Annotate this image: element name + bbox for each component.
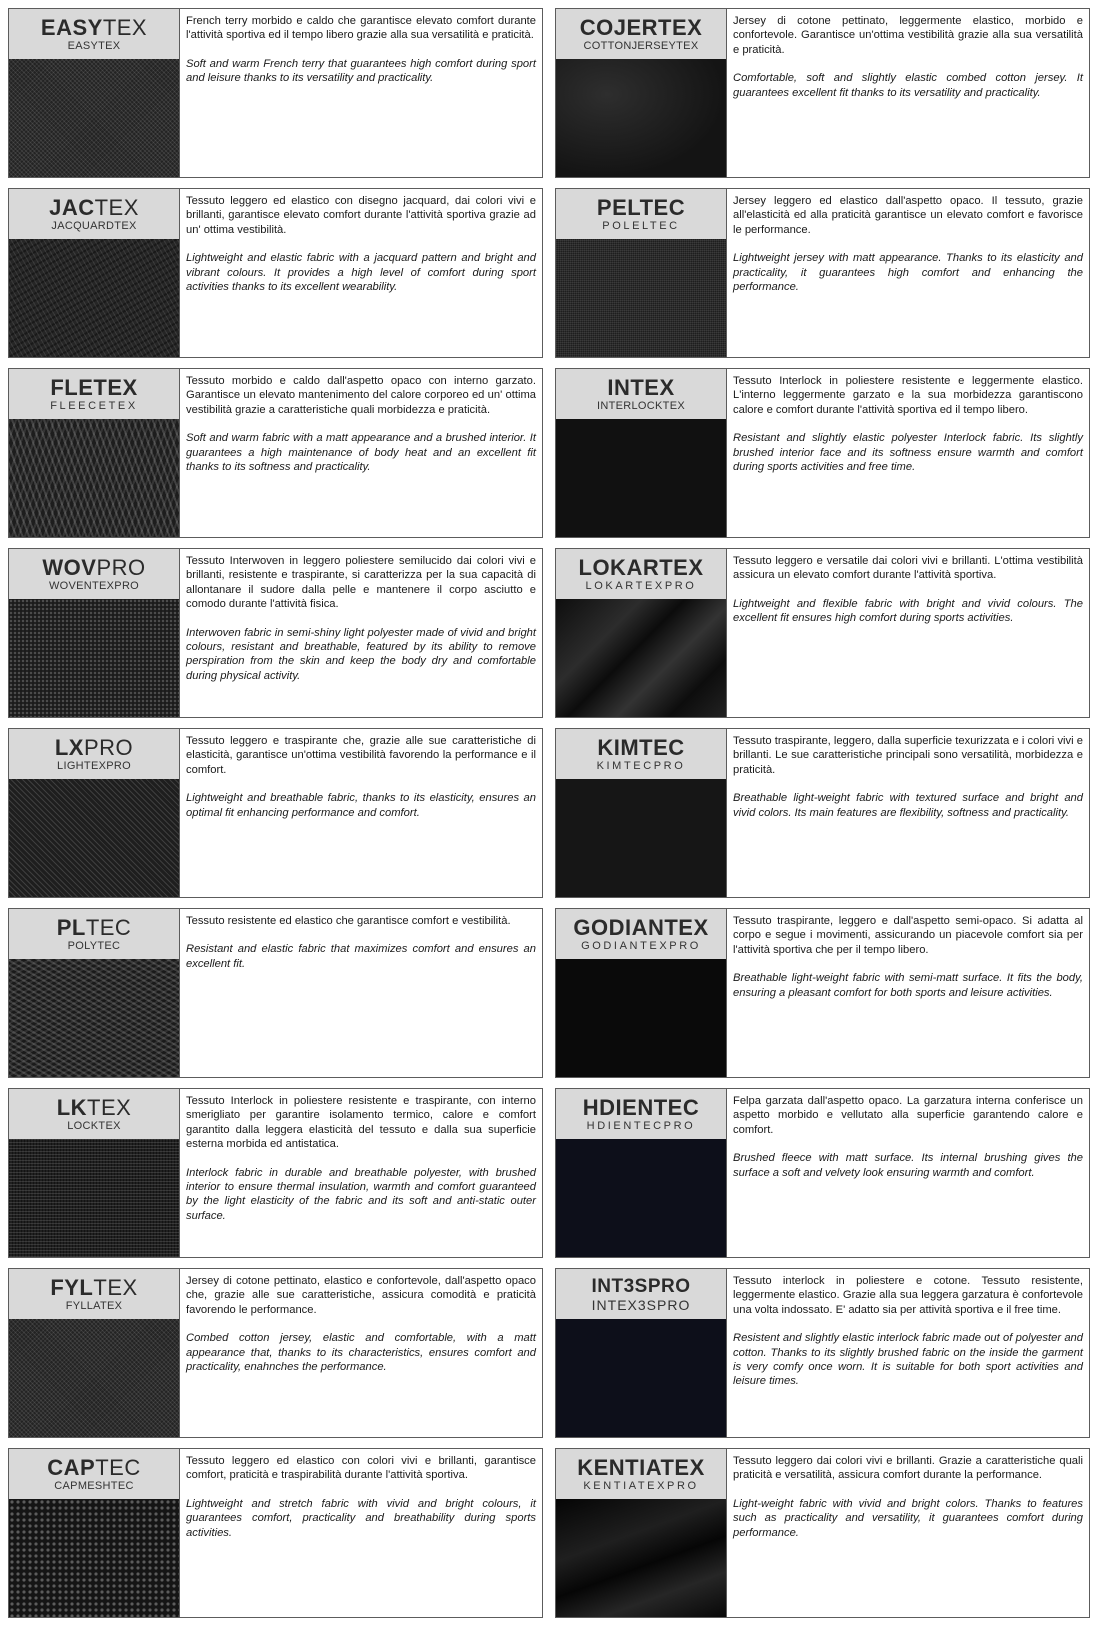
brand-label [556, 1449, 726, 1499]
fabric-description [727, 1269, 1089, 1437]
fabric-visual [9, 549, 180, 717]
brand-title [40, 14, 148, 40]
brand-title [50, 374, 138, 400]
description-english: Interwoven fabric in semi-shiny light polyester made of vivid and bright colours, resistant and breathable, featured by its ability to remove perspiration from the skin and keep the body dry and comfortable during physical activity. [186, 626, 536, 682]
brand-title-light: TEC [85, 914, 132, 940]
fabric-card-lokartex [555, 548, 1090, 718]
brand-subtitle: INTERLOCKTEX [597, 399, 685, 412]
description-english: Brushed fleece with matt surface. Its internal brushing gives the surface a soft and velvety look ensuring warmth and comfort. [733, 1152, 1083, 1179]
fabric-swatch-image [556, 59, 726, 177]
brand-title-bold: COJERTEX [579, 14, 703, 40]
brand-label [556, 189, 726, 239]
brand-title [591, 1277, 690, 1296]
description-english: Lightweight and stretch fabric with vivid and bright colours, it guarantees comfort, practicality and breathability during sports activities. [186, 1497, 536, 1539]
description-italian: Tessuto leggero ed elastico con colori vivi e brillanti, garantisce comfort, praticità e traspirabilità durante l'attività sportiva. [186, 1455, 536, 1482]
description-italian: Jersey leggero ed elastico dall'aspetto opaco. Il tessuto, grazie all'elasticità ed alla praticità garantisce un elevato comfort e favorisce le performance. [733, 195, 1083, 236]
brand-subtitle: JACQUARDTEX [51, 219, 137, 232]
brand-subtitle: FYLLATEX [65, 1299, 123, 1312]
fabric-description [180, 1269, 542, 1437]
brand-subtitle: WOVENTEXPRO [48, 579, 140, 592]
brand-title-bold: LX [54, 734, 84, 760]
fabric-visual [556, 1449, 727, 1617]
brand-title-light: TEX [93, 1274, 138, 1300]
brand-subtitle: LOCKTEX [67, 1119, 121, 1132]
fabric-card-wovpro [8, 548, 543, 718]
description-italian: Tessuto Interwoven in leggero poliestere semilucido dai colori vivi e brillanti, resistente e traspirante, si caratterizza per la sua capacità di allontanare il sudore dalla pelle e mantenere il corpo asciutto e comodo durante l'attività fisica. [186, 555, 536, 611]
brand-label [9, 549, 179, 599]
fabric-visual [9, 369, 180, 537]
fabric-visual [556, 729, 727, 897]
brand-label [9, 1449, 179, 1499]
brand-title [50, 1274, 138, 1300]
description-italian: Tessuto resistente ed elastico che garantisce comfort e vestibilità. [186, 915, 511, 927]
brand-subtitle: COTTONJERSEYTEX [583, 39, 699, 52]
brand-subtitle: CAPMESHTEC [54, 1479, 134, 1492]
brand-title-bold: LK [56, 1094, 88, 1120]
brand-title [582, 1094, 700, 1120]
description-english: Lightweight and elastic fabric with a jacquard pattern and bright and vibrant colours. It provides a high level of comfort during sport activities thanks to its excellent wearability. [186, 252, 536, 294]
fabric-visual [9, 189, 180, 357]
brand-title [596, 194, 686, 220]
description-italian: Tessuto Interlock in poliestere resistente e traspirante, con interno smerigliato per garantire isolamento termico, calore e comfort garantito dalla leggera elasticità del tessuto e dalla sua superficie esterna morbida ed antistatica. [186, 1095, 536, 1151]
fabric-visual [556, 909, 727, 1077]
brand-title-bold: INTEX [607, 374, 675, 400]
brand-label [9, 369, 179, 419]
fabric-card-fletex [8, 368, 543, 538]
fabric-card-fyltex [8, 1268, 543, 1438]
fabric-description [727, 1089, 1089, 1257]
brand-title-light: TEX [94, 194, 139, 220]
fabric-description [180, 189, 542, 357]
fabric-visual [9, 909, 180, 1077]
description-english: Interlock fabric in durable and breathable polyester, with brushed interior to ensure thermal insulation, warmth and comfort guaranteed by the light elasticity of the fabric and its soft and anti-static outer surface. [186, 1166, 536, 1222]
brand-title-bold: EASY [40, 14, 103, 40]
fabric-visual [9, 1089, 180, 1257]
brand-title-bold: GODIANTEX [573, 914, 709, 940]
brand-title [577, 1454, 705, 1480]
brand-subtitle: FLEECETEX [50, 399, 138, 412]
brand-title [54, 734, 134, 760]
fabric-card-hdientec [555, 1088, 1090, 1258]
fabric-visual [9, 1449, 180, 1617]
fabric-description [180, 9, 542, 177]
fabric-card-peltec [555, 188, 1090, 358]
description-italian: Tessuto traspirante, leggero, dalla superficie texurizzata e i colori vivi e brillanti. Le sue caratteristiche principali sono versatilità, morbidezza e praticità. [733, 735, 1083, 776]
fabric-swatch-image [9, 59, 179, 177]
description-italian: Tessuto leggero dai colori vivi e brillanti. Grazie a caratteristiche quali praticità e versatilità, assicura comfort durante la performance. [733, 1455, 1083, 1482]
fabric-visual [556, 549, 727, 717]
description-italian: Tessuto morbido e caldo dall'aspetto opaco con interno garzato. Garantisce un elevato mantenimento del calore corporeo ed un' ottima vestibilità grazie a caratteristiche quali morbidezza e praticità. [186, 375, 536, 416]
description-italian: Jersey di cotone pettinato, elastico e confortevole, dall'aspetto opaco che, grazie alle sue caratteristiche, assicura comodità e praticità favorendo le performance. [186, 1275, 536, 1316]
brand-title-light: TEX [87, 1094, 132, 1120]
brand-subtitle: LIGHTEXPRO [57, 759, 131, 772]
brand-subtitle: KENTIATEXPRO [583, 1479, 699, 1492]
description-english: Soft and warm fabric with a matt appearance and a brushed interior. It guarantees a high maintenance of body heat and an excellent fit thanks to its softness and practicality. [186, 432, 536, 474]
fabric-description [180, 369, 542, 537]
brand-label [556, 1089, 726, 1139]
brand-title [56, 914, 132, 940]
brand-title [579, 14, 703, 40]
fabric-visual [556, 9, 727, 177]
brand-title-bold: WOV [42, 554, 97, 580]
fabric-visual [9, 9, 180, 177]
description-italian: Tessuto leggero ed elastico con disegno jacquard, dai colori vivi e brillanti, garantisce elevato comfort durante l'attività sportiva grazie ad un' ottima vestibilità. [186, 195, 536, 236]
fabric-description [727, 189, 1089, 357]
brand-title-light: TEX [102, 14, 148, 40]
brand-title [42, 554, 146, 580]
fabric-swatch-image [9, 239, 179, 357]
fabric-swatch-image [556, 1139, 726, 1257]
brand-label [9, 729, 179, 779]
fabric-swatch-image [556, 1319, 726, 1437]
brand-title-light: PRO [83, 734, 134, 760]
brand-title-light: PRO [96, 554, 146, 580]
fabric-swatch-image [9, 1499, 179, 1617]
brand-title [56, 1094, 132, 1120]
brand-title-bold: LOKARTEX [578, 554, 704, 580]
description-italian: Jersey di cotone pettinato, leggermente elastico, morbido e confortevole. Garantisce un'ottima vestibilità grazie alla sua versatilità e praticità. [733, 15, 1083, 56]
description-english: Lightweight and breathable fabric, thanks to its elasticity, ensures an optimal fit enhancing performance and comfort. [186, 792, 536, 819]
fabric-card-cojertex [555, 8, 1090, 178]
brand-subtitle: HDIENTECPRO [586, 1119, 696, 1132]
brand-subtitle: INTEX3SPRO [591, 1296, 691, 1313]
fabric-card-godiantex [555, 908, 1090, 1078]
description-english: Breathable light-weight fabric with textured surface and bright and vivid colors. Its main features are flexibility, softness and practicality. [733, 792, 1083, 819]
brand-title [597, 734, 685, 760]
description-english: Comfortable, soft and slightly elastic combed cotton jersey. It guarantees excellent fit thanks to its versatility and practicality. [733, 72, 1083, 99]
fabric-description [180, 909, 542, 1077]
brand-title-bold: FYL [50, 1274, 94, 1300]
fabric-card-pltec [8, 908, 543, 1078]
fabric-swatch-image [9, 779, 179, 897]
fabric-description [727, 549, 1089, 717]
brand-label [556, 1269, 726, 1319]
brand-title-bold: FLETEX [50, 374, 138, 400]
brand-title [607, 374, 675, 400]
fabric-swatch-image [556, 779, 726, 897]
fabric-swatch-image [9, 419, 179, 537]
fabric-visual [556, 369, 727, 537]
brand-title-bold: CAP [47, 1454, 96, 1480]
brand-label [9, 909, 179, 959]
fabric-swatch-image [556, 959, 726, 1077]
description-italian: Tessuto leggero e versatile dai colori vivi e brillanti. L'ottima vestibilità assicura un elevato comfort durante l'attività sportiva. [733, 555, 1083, 582]
fabric-description [727, 369, 1089, 537]
fabric-swatch-image [9, 959, 179, 1077]
fabric-card-int3spro [555, 1268, 1090, 1438]
brand-label [556, 549, 726, 599]
fabric-card-lxpro [8, 728, 543, 898]
description-italian: French terry morbido e caldo che garantisce elevato comfort durante l'attività sportiva ed il tempo libero grazie alla sua versatilità e praticità. [186, 15, 536, 42]
description-italian: Felpa garzata dall'aspetto opaco. La garzatura interna conferisce un aspetto morbido e vellutato alla superficie garantendo calore e comfort. [733, 1095, 1083, 1136]
fabric-swatch-image [556, 1499, 726, 1617]
brand-label [556, 369, 726, 419]
brand-title-bold: KIMTEC [597, 734, 685, 760]
fabric-visual [556, 1089, 727, 1257]
fabric-card-kentiatex [555, 1448, 1090, 1618]
description-english: Soft and warm French terry that guarantees high comfort during sport and leisure thanks to its versatility and practicality. [186, 57, 536, 85]
brand-title [573, 914, 709, 940]
fabric-description [727, 729, 1089, 897]
description-italian: Tessuto interlock in poliestere e cotone. Tessuto resistente, leggermente elastico. Grazie alla sua leggera garzatura è confortevole una volta indossato. E' adatto sia per attività sportiva e il free time. [733, 1275, 1083, 1316]
description-english: Resistant and elastic fabric that maximizes comfort and ensures an excellent fit. [186, 943, 536, 970]
fabric-card-jactex [8, 188, 543, 358]
fabric-visual [556, 189, 727, 357]
fabric-description [180, 549, 542, 717]
brand-subtitle: POLELTEC [602, 219, 680, 232]
fabric-swatch-image [9, 1139, 179, 1257]
brand-title-bold: PL [56, 914, 86, 940]
fabric-description [180, 1089, 542, 1257]
brand-label [9, 1089, 179, 1139]
fabric-swatch-image [556, 419, 726, 537]
fabric-card-lktex [8, 1088, 543, 1258]
brand-label [556, 729, 726, 779]
description-italian: Tessuto leggero e traspirante che, grazie alle sue caratteristiche di elasticità, garantisce un'ottima vestibilità favorendo la performance e il comfort. [186, 735, 536, 776]
fabric-description [727, 1449, 1089, 1617]
fabric-swatch-image [556, 599, 726, 717]
fabric-swatch-image [556, 239, 726, 357]
brand-subtitle: EASYTEX [67, 39, 121, 52]
fabric-card-captec [8, 1448, 543, 1618]
fabric-visual [9, 729, 180, 897]
brand-label [9, 9, 179, 59]
brand-title [47, 1454, 141, 1480]
brand-title-bold: JAC [49, 194, 95, 220]
fabric-description [727, 909, 1089, 1077]
fabric-description [180, 1449, 542, 1617]
fabric-description [180, 729, 542, 897]
fabric-card-kimtec [555, 728, 1090, 898]
description-english: Lightweight jersey with matt appearance. Thanks to its elasticity and practicality, it guarantees high comfort and enhancing the performance. [733, 252, 1083, 294]
brand-title-bold: INT3SPRO [591, 1275, 691, 1297]
fabric-catalog [8, 8, 1090, 1618]
brand-label [9, 189, 179, 239]
description-english: Resistent and slightly elastic interlock fabric made out of polyester and cotton. Thanks to its slightly brushed fabric on the inside the garment is very comfy once worn. It is suitable for both sport activities and leisure times. [733, 1332, 1083, 1388]
brand-subtitle: LOKARTEXPRO [585, 579, 697, 592]
description-english: Combed cotton jersey, elastic and comfortable, with a matt appearance that, thanks to its characteristics, ensures comfort and practicality, enahnches the performance. [186, 1332, 536, 1374]
brand-subtitle: KIMTECPRO [596, 759, 686, 772]
brand-label [556, 9, 726, 59]
description-italian: Tessuto Interlock in poliestere resistente e leggermente elastico. L'interno leggermente garzato e la sua morbidezza garantiscono calore e comfort durante l'attività sportiva ed il tempo libero. [733, 375, 1083, 416]
description-english: Resistant and slightly elastic polyester Interlock fabric. Its slightly brushed interior face and its softness ensure warmth and comfort during sports activities and free time. [733, 432, 1083, 474]
description-italian: Tessuto traspirante, leggero e dall'aspetto semi-opaco. Si adatta al corpo e segue i movimenti, assicurando un piacevole comfort sia per l'attività sportiva che per il tempo libero. [733, 915, 1083, 956]
fabric-visual [9, 1269, 180, 1437]
fabric-description [727, 9, 1089, 177]
fabric-card-easytex [8, 8, 543, 178]
brand-title-bold: PELTEC [596, 194, 686, 220]
fabric-swatch-image [9, 1319, 179, 1437]
brand-label [556, 909, 726, 959]
fabric-card-intex [555, 368, 1090, 538]
brand-title-bold: KENTIATEX [577, 1454, 705, 1480]
fabric-swatch-image [9, 599, 179, 717]
description-english: Breathable light-weight fabric with semi-matt surface. It fits the body, ensuring a pleasant comfort for both sports and leisure activities. [733, 972, 1083, 999]
brand-title-bold: HDIENTEC [582, 1094, 700, 1120]
brand-label [9, 1269, 179, 1319]
brand-title [49, 194, 139, 220]
brand-title-light: TEC [95, 1454, 141, 1480]
fabric-visual [556, 1269, 727, 1437]
brand-subtitle: POLYTEC [67, 939, 121, 952]
description-english: Lightweight and flexible fabric with bright and vivid colours. The excellent fit ensures high comfort during sports activities. [733, 597, 1083, 625]
brand-subtitle: GODIANTEXPRO [581, 939, 701, 952]
description-english: Light-weight fabric with vivid and bright colors. Thanks to features such as practicality and versatility, it guarantees comfort during performance. [733, 1497, 1083, 1539]
brand-title [578, 554, 704, 580]
